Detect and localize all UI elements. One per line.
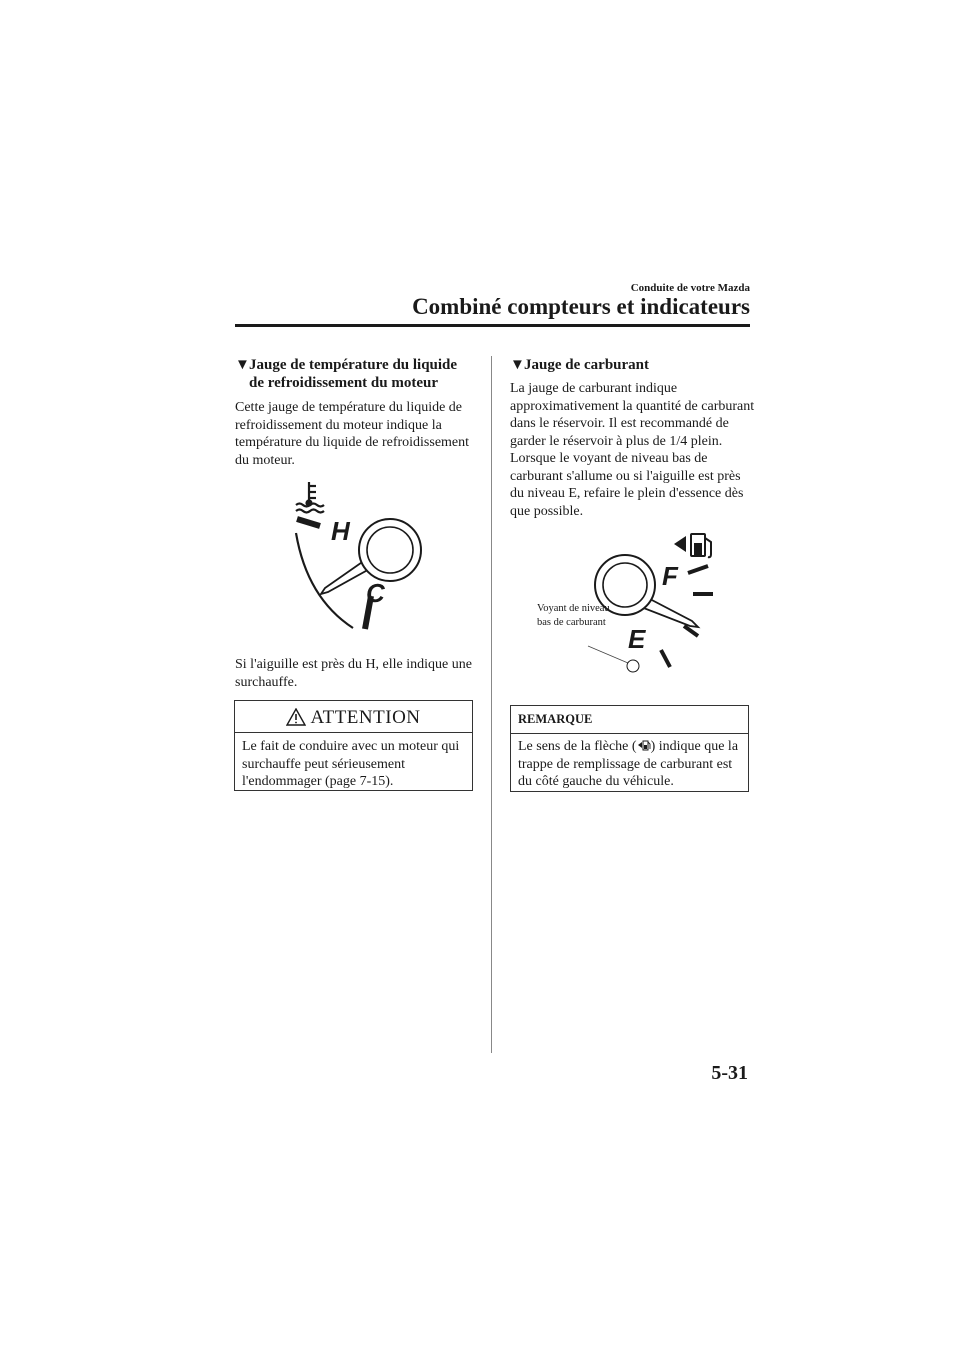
page-number: 5-31 xyxy=(711,1062,748,1084)
gauge-c-label: C xyxy=(366,578,385,608)
note-text xyxy=(518,738,748,791)
section-title: Combiné compteurs et indicateurs xyxy=(412,294,750,319)
column-divider xyxy=(491,356,492,1053)
temperature-gauge-figure xyxy=(285,478,435,638)
heading-line-2: de refroidissement du moteur xyxy=(249,375,439,391)
temperature-gauge-heading xyxy=(235,356,480,392)
note-title: REMARQUE xyxy=(518,712,593,726)
heading-text: Jauge de carburant xyxy=(524,357,649,373)
chapter-title: Conduite de votre Mazda xyxy=(630,282,750,294)
attention-heading xyxy=(235,707,472,729)
temperature-description: Cette jauge de température du liquide de refroidissement du moteur indique la température du liquide de refroidissement du moteur. xyxy=(235,400,470,468)
fuel-door-arrow-icon xyxy=(637,739,651,751)
fuel-pump-icon xyxy=(674,534,711,557)
gauge-f-label: F xyxy=(662,561,678,591)
note-text-after: ) indique que la trappe de remplissage de carburant est du côté gauche du véhicule. xyxy=(518,739,739,789)
attention-title: ATTENTION xyxy=(310,707,421,728)
fuel-gauge-heading xyxy=(510,356,755,374)
low-fuel-indicator-icon xyxy=(627,660,639,672)
overheat-description: Si l'aiguille est près du H, elle indique une surchauffe. xyxy=(235,657,472,690)
warning-triangle-icon xyxy=(286,708,306,726)
attention-rule xyxy=(235,732,472,733)
note-text-before: Le sens de la flèche ( xyxy=(518,739,637,754)
low-fuel-indicator-label: Voyant de niveau bas de carburant xyxy=(537,603,610,628)
note-box xyxy=(510,705,749,792)
triangle-bullet-icon: ▼ xyxy=(235,357,250,373)
attention-box xyxy=(234,700,473,791)
heading-line-1: Jauge de température du liquide xyxy=(249,357,458,373)
coolant-temperature-icon xyxy=(296,482,324,513)
triangle-bullet-icon: ▼ xyxy=(510,357,525,373)
gauge-e-label: E xyxy=(628,624,646,654)
fuel-description: La jauge de carburant indique approximativement la quantité de carburant dans le réservoir. Il est recommandé de garder le réservoir à plus de 1/4 plein. Lorsque le voyant de niveau bas de carburant s'allume ou si l'aiguille est près du niveau E, refaire le plein d'essence dès que possible. xyxy=(510,381,755,519)
note-rule xyxy=(511,733,748,734)
header-rule xyxy=(235,324,750,327)
attention-text: Le fait de conduire avec un moteur qui surchauffe peut sérieusement l'endommager (page 7-15). xyxy=(242,739,460,789)
gauge-h-label: H xyxy=(331,516,350,546)
